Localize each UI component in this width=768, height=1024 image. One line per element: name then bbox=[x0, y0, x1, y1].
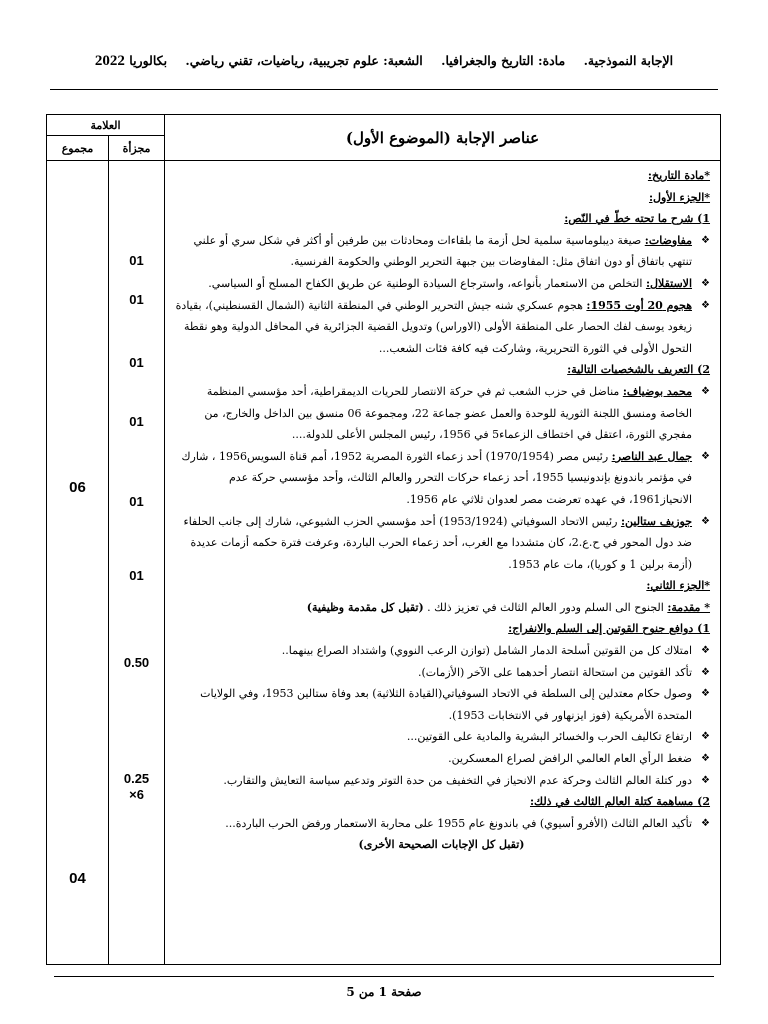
bullet-item bbox=[173, 683, 710, 726]
bullet-text: رئيس مصر (1970/1954) أحد زعماء الثورة المصرية 1952، أمم قناة السويس1956 ، شارك في مؤتمر باندونغ بإندونيسيا 1955، أحد زعماء حركات التحرر والعالم الثالث، وأحد مؤسسي حركة عدم الانحياز1961، في عهده تعرضت مصر لعدوان ثلاثي عام 1956. bbox=[181, 449, 693, 506]
bullet-item bbox=[173, 726, 710, 748]
part-mark: 01 bbox=[129, 292, 144, 307]
answer-lines bbox=[165, 161, 720, 856]
bullet-item bbox=[173, 273, 710, 295]
bullet-item bbox=[173, 770, 710, 792]
bullet-item bbox=[173, 511, 710, 576]
part-mark: 01 bbox=[129, 355, 144, 370]
bullet-text: تأكيد العالم الثالث (الأفرو أسيوي) في باندونغ عام 1955 على محاربة الاستعمار ورفض الحرب الباردة... bbox=[225, 816, 693, 830]
bullet-text: صيغة ديبلوماسية سلمية لحل أزمة ما بلقاءات ومحادثات بين طرفين أو أكثر في شكل سري أو علني تنتهي باتفاق أو دون اتفاق مثل: المفاوضات بين جبهة التحرير الوطني والحكومة الفرنسية. bbox=[193, 233, 693, 269]
bullet-text: ضغط الرأي العام العالمي الرافض لصراع المعسكرين. bbox=[448, 752, 693, 766]
header-subject: مادة: التاريخ والجغرافيا. bbox=[441, 53, 566, 68]
bullet-item bbox=[173, 640, 710, 662]
bullet-item bbox=[173, 813, 710, 835]
page-header bbox=[50, 53, 718, 77]
page-number: صفحة 1 من 5 bbox=[346, 985, 422, 999]
intro-note: (تقبل كل مقدمة وظيفية) bbox=[306, 600, 424, 614]
part-marks-column bbox=[109, 161, 165, 965]
total-mark: 06 bbox=[69, 479, 86, 496]
answer-content bbox=[165, 161, 721, 965]
part-header: مجزأة bbox=[109, 136, 165, 161]
bullet-text: تأكد القوتين من استحالة انتصار أحدهما على الآخر (الأزمات). bbox=[417, 665, 693, 679]
part-mark: 0.25 bbox=[123, 771, 150, 786]
question-heading: 1) شرح ما تحته خطّ في النّص: bbox=[564, 212, 711, 226]
intro-line bbox=[173, 597, 710, 619]
answer-table bbox=[46, 114, 721, 965]
bullet-text: وصول حكام معتدلين إلى السلطة في الاتحاد السوفياتي(القيادة الثلاثية) بعد وفاة ستالين 1953، وفي الولايات المتحدة الأمريكية (فوز ايزنهاور في الانتخابات 1953). bbox=[200, 687, 693, 722]
section-heading: *الجزء الأول: bbox=[648, 190, 711, 204]
bullet-text: هجوم عسكري شنه جيش التحرير الوطني في المنطقة الثانية (الشمال القسنطيني)، بقيادة زيغود يوسف لفك الحصار على المنطقة الأولى (الاوراس) وتدويل القضية الجزائرية في المحافل الدولية وهو نقطة التحول الأولى في الثورة التحريرية، وشاركت فيه كافة فئات الشعب... bbox=[175, 298, 693, 355]
total-mark: 04 bbox=[69, 870, 86, 887]
part-mark: 01 bbox=[129, 253, 144, 268]
intro-text: الجنوح الى السلم ودور العالم الثالث في تعزيز ذلك . bbox=[423, 600, 668, 614]
bullet-item bbox=[173, 748, 710, 770]
part-mark: 6× bbox=[129, 787, 144, 802]
part-mark: 01 bbox=[129, 568, 144, 583]
intro-term: * مقدمة: bbox=[667, 600, 711, 614]
bullet-text: التخلص من الاستعمار بأنواعه، واسترجاع السيادة الوطنية عن طريق الكفاح المسلح أو السياسي. bbox=[208, 276, 646, 290]
part-mark: 01 bbox=[129, 414, 144, 429]
bullet-item bbox=[173, 230, 710, 273]
total-header: مجموع bbox=[47, 136, 109, 161]
header-bac: بكالوريا bbox=[129, 53, 168, 68]
bullet-term: جوزيف ستالين: bbox=[620, 514, 693, 528]
part-mark: 01 bbox=[129, 494, 144, 509]
bullet-term: محمد بوضياف: bbox=[622, 384, 693, 398]
question-heading: 1) دوافع جنوح القوتين إلى السلم والانفراج: bbox=[508, 622, 711, 636]
bullet-text: امتلاك كل من القوتين أسلحة الدمار الشامل (توازن الرعب النووي) واشتداد الصراع بينهما.. bbox=[281, 644, 693, 658]
bullet-term: هجوم 20 أوت 1955: bbox=[586, 298, 693, 312]
header-branch: الشعبة: علوم تجريبية، رياضيات، تقني رياضي. bbox=[185, 53, 423, 68]
header-model: الإجابة النموذجية. bbox=[583, 53, 674, 68]
question-heading: 2) التعريف بالشخصيات التالية: bbox=[567, 363, 711, 377]
bullet-text: دور كتلة العالم الثالث وحركة عدم الانحياز في التخفيف من حدة التوتر وتدعيم سياسة التعايش والتقارب. bbox=[223, 773, 693, 787]
bullet-term: جمال عبد الناصر: bbox=[611, 449, 693, 463]
bullet-text: مناضل في حزب الشعب ثم في حركة الانتصار للحريات الديمقراطية، أحد مؤسسي المنظمة الخاصة ومنسق اللجنة الثورية للوحدة والعمل عضو جماعة 22، ومجموعة 06 منسق بين الداخل والخارج، من مفجري الثورة، اعتقل في اختطاف الزعماء5 في 1956، رئيس المجلس الأعلى للدولة.... bbox=[204, 384, 693, 442]
section-heading: *مادة التاريخ: bbox=[647, 169, 711, 182]
bullet-text: رئيس الاتحاد السوفياتي (1953/1924) أحد مؤسسي الحزب الشيوعي، شارك إلى جانب الحلفاء ضد دول المحور في ح.ع.2، كان متشددا مع الغرب، أحد زعماء الحرب الباردة، وعرفت فترة حكمه أزمات عديدة (أزمة برلين 1 و كوريا)، مات عام 1953. bbox=[183, 514, 693, 571]
grade-header: العلامة bbox=[47, 115, 165, 136]
part-mark: 0.50 bbox=[123, 655, 150, 670]
table-title: عناصر الإجابة (الموضوع الأول) bbox=[165, 115, 721, 161]
header-year: 2022 bbox=[94, 53, 125, 69]
section-heading: *الجزء الثاني: bbox=[646, 579, 711, 593]
header-rule bbox=[50, 89, 718, 90]
bullet-item bbox=[173, 446, 710, 511]
bullet-text: ارتفاع تكاليف الحرب والخسائر البشرية والمادية على القوتين... bbox=[406, 730, 693, 744]
bullet-term: الاستقلال: bbox=[645, 276, 693, 290]
footer-rule bbox=[54, 976, 714, 977]
bullet-item bbox=[173, 381, 710, 446]
question-heading: 2) مساهمة كتلة العالم الثالث في ذلك: bbox=[529, 795, 711, 809]
bullet-item bbox=[173, 662, 710, 684]
closing-note: (تقبل كل الإجابات الصحيحة الأخرى) bbox=[358, 838, 525, 852]
total-marks-column bbox=[47, 161, 109, 965]
bullet-term: مفاوضات: bbox=[644, 233, 693, 247]
bullet-item bbox=[173, 295, 710, 360]
